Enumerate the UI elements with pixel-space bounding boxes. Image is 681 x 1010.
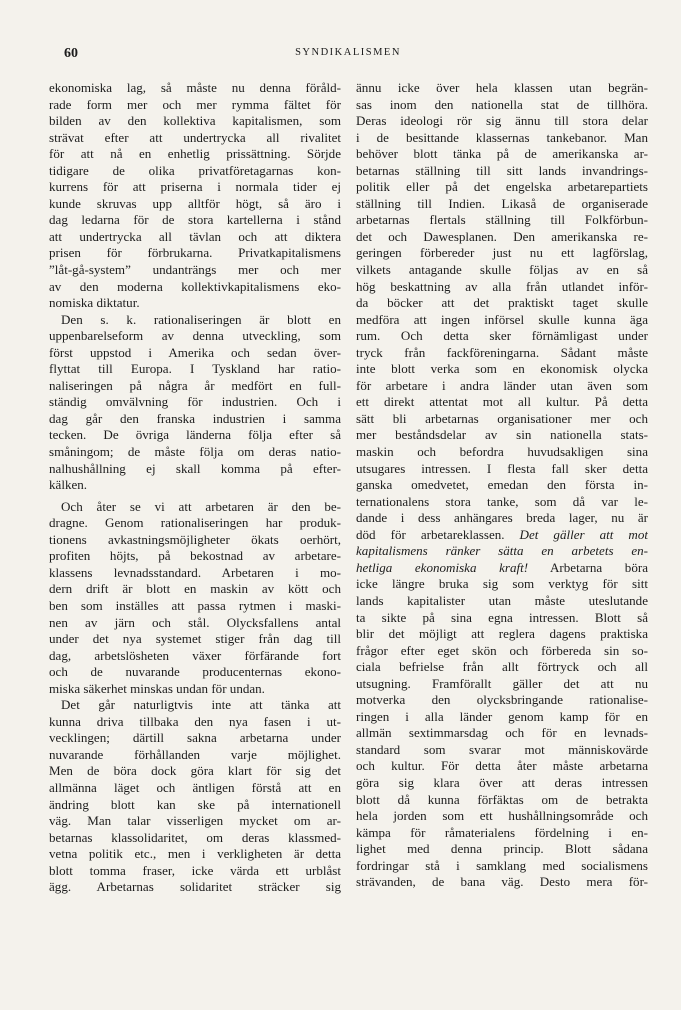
text-line [49, 427, 341, 444]
text-line [356, 858, 648, 875]
line-text: väg. Man talar visserligen mycket om ar- [49, 813, 341, 829]
text-line [49, 797, 341, 814]
text-line [356, 527, 648, 544]
line-text: standard som svarar mot människovärde [356, 741, 648, 757]
line-text: hög beskattning av alla från utlandet inför- [356, 278, 648, 294]
line-text: under det nya systemet stiger från dag till [49, 631, 341, 647]
line-text: ägg. Arbetarnas solidaritet sträcker sig [49, 879, 341, 895]
line-text: mer beståndsdelar av sin nationella stats- [356, 427, 648, 443]
line-text: för arbetare i andra länder utan även som [356, 377, 648, 393]
line-text: ännu icke över hela klassen utan begrän- [356, 80, 648, 95]
text-line [49, 499, 341, 516]
text-line [49, 80, 341, 97]
text-line [49, 328, 341, 345]
line-text: fordringar stå i samklang med socialismens [356, 857, 648, 873]
line-text: kunna driva tillbaka den nya fasen i ut- [49, 713, 341, 729]
line-text: miska säkerhet minskas undan för undan. [49, 680, 265, 696]
line-text: ciala befrielse från allt förtryck och all [356, 659, 648, 675]
line-text: allmän sextimmarsdag och för en levnads- [356, 725, 648, 741]
text-line [49, 229, 341, 246]
text-line [356, 80, 648, 97]
text-line [49, 411, 341, 428]
line-text: kurrens för att priserna i normala tider ej [49, 179, 341, 195]
line-text: betarnas ställning till sitt lands invandrings- [356, 162, 648, 178]
line-text: motverka den olycksbringande rationalise- [356, 692, 648, 708]
text-line [49, 477, 341, 494]
text-line [356, 477, 648, 494]
line-text: ben som inställes att passa rytmen i maski- [49, 597, 341, 613]
text-line [356, 444, 648, 461]
line-text: blir det möjligt att reglera dagens praktiska [356, 626, 648, 642]
line-text: naliseringen på några år medfört en full- [49, 377, 341, 393]
line-text: politik eller på det engelska arbetarepartiets [356, 179, 648, 195]
line-text: dag går den franska industrien i samma [49, 410, 341, 426]
line-text: allmänna läget och äntligen förstå att en [49, 779, 341, 795]
line-text: vilkets antagande skulle följas av en så [356, 262, 648, 278]
text-line [356, 245, 648, 262]
text-line [356, 113, 648, 130]
line-text: ”låt-gå-system” undanträngs mer och mer [49, 262, 341, 278]
text-line [49, 763, 341, 780]
line-text: utsugning. Framförallt gäller det att nu [356, 675, 648, 691]
text-line [49, 378, 341, 395]
text-line [356, 179, 648, 196]
text-line [356, 676, 648, 693]
line-text: blott då kunna förfäktas om de betrakta [356, 791, 648, 807]
text-line [49, 648, 341, 665]
line-text: vetna politik etc., men i verkligheten är detta [49, 846, 341, 862]
text-line [49, 196, 341, 213]
line-text: strävat efter att undertrycka all rivalitet [49, 129, 341, 145]
line-text: dag ledarna för de stora kartellerna i stånd [49, 212, 341, 228]
text-line [49, 664, 341, 681]
text-line [356, 427, 648, 444]
line-text: kämpa för råmaterialens fördelning i en- [356, 824, 648, 840]
line-text: tecken. De övriga länderna följa efter så [49, 427, 341, 443]
text-line [356, 692, 648, 709]
line-text: vecklingen; därtill sakna arbetarna under [49, 730, 341, 746]
text-line [356, 643, 648, 660]
text-line [356, 543, 648, 560]
text-line [356, 626, 648, 643]
line-text: maskin och befordra huvudsakligen sina [356, 444, 648, 460]
text-line [49, 163, 341, 180]
text-line [49, 394, 341, 411]
line-text: klassens levnadsstandard. Arbetaren i mo- [49, 564, 341, 580]
text-line [49, 681, 341, 698]
text-line [49, 714, 341, 731]
text-line [356, 295, 648, 312]
text-line [49, 262, 341, 279]
text-line [49, 130, 341, 147]
text-line [356, 394, 648, 411]
text-line [356, 262, 648, 279]
line-text: lighet med denna princip. Blott sådana [356, 841, 648, 857]
line-text: inte blott verka som en ekonomisk olycka [356, 361, 648, 377]
line-text: och kultur. För detta åter måste arbetarna [356, 758, 648, 774]
line-text: och de nuvarande producenternas ekono- [49, 664, 341, 680]
text-line [49, 444, 341, 461]
text-line [49, 461, 341, 478]
text-line [356, 461, 648, 478]
line-text: ternationalens stora tanke, som då var le- [356, 493, 648, 509]
running-title: SYNDIKALISMEN [295, 47, 401, 58]
line-text: ta sikte på sina egna intressen. Blott så [356, 609, 648, 625]
text-line [356, 808, 648, 825]
text-line [49, 615, 341, 632]
line-text: arbetarnas flertals ställning till Folkförbun- [356, 212, 648, 228]
line-text: lands kapitalister utan måste uteslutande [356, 592, 648, 608]
text-line [356, 825, 648, 842]
text-line [49, 697, 341, 714]
text-line [49, 830, 341, 847]
text-line [356, 758, 648, 775]
text-line [356, 560, 648, 577]
line-text: betarnas klassolidaritet, om deras klassmed- [49, 829, 341, 845]
text-line [356, 312, 648, 329]
text-line [49, 279, 341, 296]
line-text: ringen i alla länder genom kamp för en [356, 708, 648, 724]
text-line [356, 146, 648, 163]
line-text: död för arbetareklassen. [356, 526, 505, 542]
page-header [64, 46, 632, 62]
text-line [356, 725, 648, 742]
text-line [356, 212, 648, 229]
line-text: rade form mer och mer rymma fältet för [49, 96, 341, 112]
line-text: prisen för förbrukarna. Privatkapitalismens [49, 245, 341, 261]
line-text: ett direkt attentat mot all kultur. På detta [356, 394, 648, 410]
line-text: sätt bli arbetarnas organisationer mer och [356, 410, 648, 426]
text-line [49, 565, 341, 582]
line-text: Och åter se vi att arbetaren är den be- [61, 498, 341, 514]
line-text-after: Arbetarna böra [528, 559, 648, 575]
line-text: da böcker att det praktiskt taget skulle [356, 295, 648, 311]
text-line [49, 515, 341, 532]
text-line [356, 378, 648, 395]
line-text: geringen förbereder just nu ett lagförslag, [356, 245, 648, 261]
line-text: frågor efter eget skön och förbereda sin so- [356, 642, 648, 658]
text-line [49, 345, 341, 362]
line-text: uppenbarelseform av denna utveckling, som [49, 328, 341, 344]
line-text: ganska omedvetet, emedan den första in- [356, 477, 648, 493]
text-line [49, 747, 341, 764]
text-line [49, 245, 341, 262]
line-text: kälken. [49, 477, 88, 493]
text-line [356, 361, 648, 378]
text-line [356, 610, 648, 627]
text-line [356, 792, 648, 809]
line-text: dag, arbetslösheten växer förfärande fort [49, 647, 341, 663]
line-text: det och Dawesplanen. Den amerikanska re- [356, 228, 648, 244]
text-line [356, 97, 648, 114]
line-text: hela jorden som ett hushållningsområde och [356, 808, 648, 824]
right-text-column [356, 80, 648, 891]
text-line [356, 593, 648, 610]
text-line [49, 863, 341, 880]
line-text: medföra att ingen införsel skulle kunna äga [356, 311, 648, 327]
text-line [356, 874, 648, 891]
line-text: nomiska diktatur. [49, 295, 140, 311]
line-text: strävanden, de bana väg. Desto mera för- [356, 874, 648, 890]
text-line [356, 841, 648, 858]
text-line [356, 196, 648, 213]
text-line [49, 730, 341, 747]
line-text: dragne. Genom rationaliseringen har produk- [49, 515, 341, 531]
text-line [49, 879, 341, 896]
line-text: ställning till Indien. Likaså de organiserade [356, 195, 648, 211]
line-text: flyttat till Europa. I Tyskland har ratio- [49, 361, 341, 377]
line-text: icke längre bruka sig som verktyg för sitt [356, 576, 648, 592]
text-line [49, 846, 341, 863]
line-text: behöver blott tänka på de amerikanska ar- [356, 146, 648, 162]
text-line [356, 130, 648, 147]
line-text: av den moderna kollektivkapitalismens eko- [49, 278, 341, 294]
text-line [356, 576, 648, 593]
line-text: nuvarande förhållanden varje möjlighet. [49, 746, 341, 762]
text-line [49, 361, 341, 378]
line-text: att undertrycka all tävlan och att diktera [49, 228, 341, 244]
text-line [49, 295, 341, 312]
text-line [49, 212, 341, 229]
text-line [356, 328, 648, 345]
text-line [49, 548, 341, 565]
line-text: först uppstod i Amerika och sedan över- [49, 344, 341, 360]
text-line [356, 510, 648, 527]
text-line [356, 659, 648, 676]
line-text: Men de böra dock göra klart för sig det [49, 763, 341, 779]
line-text: kunde skruvas upp alltför högt, så äro i [49, 195, 341, 211]
text-line [356, 229, 648, 246]
text-line [356, 279, 648, 296]
text-line [49, 179, 341, 196]
text-line [356, 775, 648, 792]
text-line [356, 345, 648, 362]
text-line [49, 631, 341, 648]
line-text: bilden av den kollektiva kapitalismen, som [49, 113, 341, 129]
text-line [49, 581, 341, 598]
line-text: tidigare de olika privatföretagarnas kon- [49, 162, 341, 178]
text-line [356, 163, 648, 180]
line-text: Deras ideologi rör sig ännu till stora delar [356, 113, 648, 129]
page-number: 60 [64, 46, 78, 61]
line-text: dern drift är blott en maskin av kött och [49, 581, 341, 597]
text-line [49, 598, 341, 615]
text-line [49, 97, 341, 114]
line-text: utsugares intressen. I flesta fall sker detta [356, 460, 648, 476]
line-text: i de besittande klassernas tankebanor. Man [356, 129, 648, 145]
text-line [49, 780, 341, 797]
text-line [49, 146, 341, 163]
line-text: blott tomma fraser, icke värda ett urblåst [49, 862, 341, 878]
text-line [49, 113, 341, 130]
line-text: dande i dess anhängares breda lager, nu är [356, 510, 648, 526]
emphasized-text: kapitalismens ränker sätta en arbetets en- [356, 543, 648, 559]
emphasized-text: hetliga ekonomiska kraft! [356, 559, 529, 575]
text-line [356, 494, 648, 511]
line-text: ändring blott kan ske på internationell [49, 796, 341, 812]
line-text: Den s. k. rationaliseringen är blott en [61, 311, 341, 327]
line-text: småningom; de måste följa om deras natio- [49, 444, 341, 460]
left-text-column [49, 80, 341, 896]
line-text: tryck från fackföreningarna. Sådant måste [356, 344, 648, 360]
line-text: ständig omvälvning för industrien. Och i [49, 394, 341, 410]
line-text: Det går naturligtvis inte att tänka att [61, 697, 341, 713]
text-line [356, 411, 648, 428]
line-text: ekonomiska lag, så måste nu denna föråld- [49, 80, 341, 95]
line-text: profiten höjts, på bekostnad av arbetare- [49, 548, 341, 564]
text-line [49, 312, 341, 329]
emphasized-text: Det gäller att mot [519, 526, 648, 542]
line-text: nen av järn och stål. Olycksfallens antal [49, 614, 341, 630]
text-line [356, 742, 648, 759]
line-text: för att nå en enhetlig prissättning. Sörjde [49, 146, 341, 162]
text-line [356, 709, 648, 726]
line-text: göra sig klara över att deras intressen [356, 774, 648, 790]
line-text: rum. Och detta sker förnämligast under [356, 328, 648, 344]
line-text: sas inom den nationella stat de tillhöra. [356, 96, 648, 112]
line-text: tionens avkastningsmöjligheter ökats oerhört, [49, 531, 341, 547]
text-line [49, 532, 341, 549]
text-line [49, 813, 341, 830]
line-text: nalhushållning ej skall komma på efter- [49, 460, 341, 476]
